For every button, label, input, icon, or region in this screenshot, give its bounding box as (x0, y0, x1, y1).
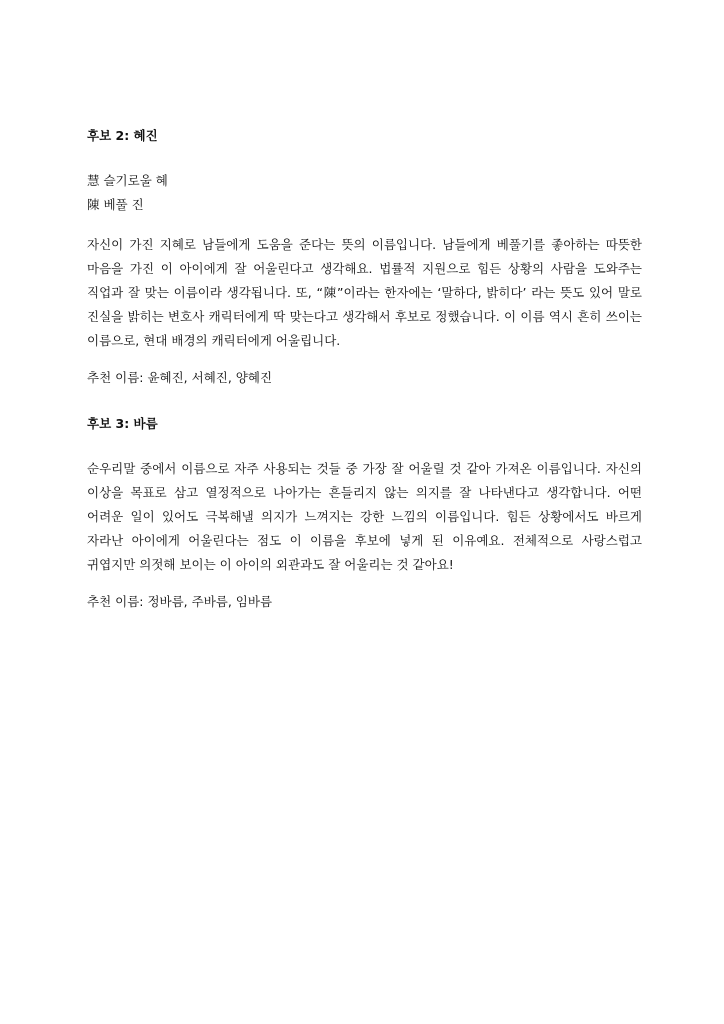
candidate-3-heading: 후보 3: 바름 (87, 416, 158, 431)
candidate-2-recommended-names: 추천 이름: 윤혜진, 서혜진, 양혜진 (87, 370, 273, 385)
candidate-3-section (87, 415, 642, 611)
hanja-meanings (87, 169, 642, 217)
candidate-3-recommended-names: 추천 이름: 정바름, 주바름, 임바름 (87, 594, 273, 609)
hanja-meaning-hye: 慧 슬기로울 혜 (87, 173, 168, 188)
candidate-2-description: 자신이 가진 지혜로 남들에게 도움을 준다는 뜻의 이름입니다. 남들에게 베풀기를 좋아하는 따뜻한 마음을 가진 이 아이에게 잘 어울린다고 생각해요. 법률적 지원으로 힘든 상황의 사람을 도와주는 직업과 잘 맞는 이름이라 생각됩니다. 또, “陳”이라는 한자에는 ‘말하다, 밝히다’ 라는 뜻도 있어 말로 진실을 밝히는 변호사 캐릭터에게 딱 맞는다고 생각해서 후보로 정했습니다. 이 이름 역시 흔히 쓰이는 이름으로, 현대 배경의 캐릭터에게 어울립니다. (87, 237, 642, 348)
candidate-2-heading: 후보 2: 혜진 (87, 128, 158, 143)
hanja-meaning-jin: 陳 베풀 진 (87, 197, 144, 212)
candidate-3-description: 순우리말 중에서 이름으로 자주 사용되는 것들 중 가장 잘 어울릴 것 같아 가져온 이름입니다. 자신의 이상을 목표로 삼고 열정적으로 나아가는 흔들리지 않는 의지를 잘 나타낸다고 생각합니다. 어떤 어려운 일이 있어도 극복해낼 의지가 느껴지는 강한 느낌의 이름입니다. 힘든 상황에서도 바르게 자라난 아이에게 어울린다는 점도 이 이름을 후보에 넣게 된 이유예요. 전체적으로 사랑스럽고 귀엽지만 의젓해 보이는 이 아이의 외관과도 잘 어울리는 것 같아요! (87, 461, 642, 572)
candidate-2-section (87, 127, 642, 387)
